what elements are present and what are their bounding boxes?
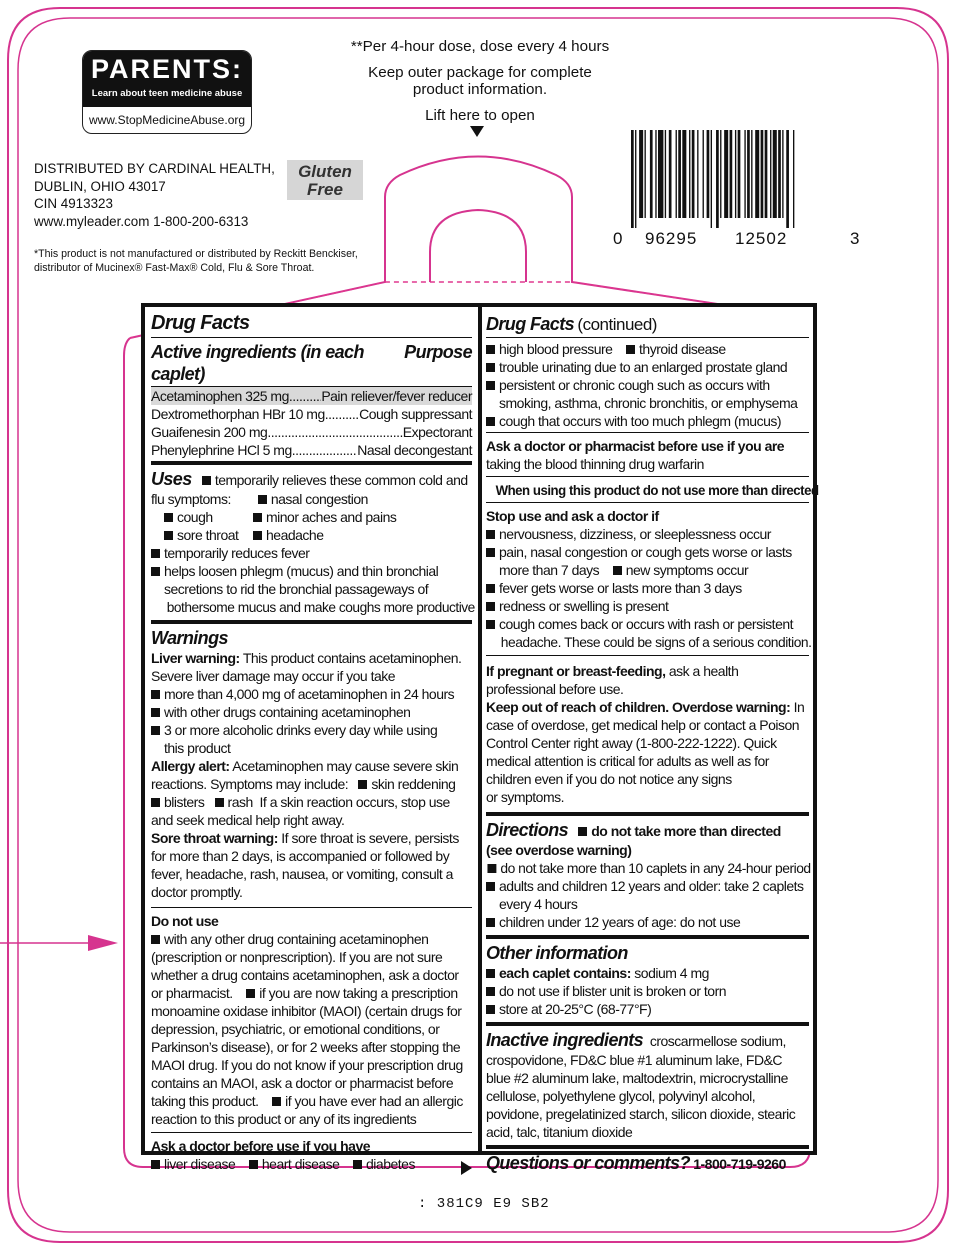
symptom: nasal congestion <box>270 491 368 507</box>
drug-facts-panel <box>141 303 819 1173</box>
do-not-use-heading: Do not use <box>151 913 219 929</box>
stop-item: more than 7 days <box>499 562 600 578</box>
barcode-bar <box>720 130 721 218</box>
barcode-digit: 0 <box>613 229 624 248</box>
uses-item: secretions to rid the bronchial passageways of <box>164 581 429 597</box>
bullet-icon <box>215 798 224 807</box>
warnings-heading: Warnings <box>151 628 228 648</box>
directions-item: children under 12 years of age: do not use <box>499 914 741 930</box>
bullet-icon <box>353 1160 362 1169</box>
inactive-text: acid, talc, titanium dioxide <box>486 1124 633 1140</box>
overdose-text: In <box>793 699 805 715</box>
questions-section <box>486 1149 809 1174</box>
barcode-bar <box>716 130 719 228</box>
distributor-info <box>34 160 275 230</box>
barcode-bar <box>778 130 781 218</box>
barcode-bar <box>650 130 653 218</box>
bullet-icon <box>151 567 160 576</box>
ingredient-purpose: Nasal decongestant <box>357 442 472 458</box>
ingredient-row <box>151 405 472 423</box>
condition: cough that occurs with too much phlegm (mucus) <box>499 413 782 429</box>
uses-heading: Uses <box>151 469 192 489</box>
bullet-icon <box>486 620 495 629</box>
sore-throat-text: for more than 2 days, is accompanied or followed by <box>151 848 450 864</box>
bullet-icon <box>486 882 495 891</box>
allergy-text: Acetaminophen may cause severe skin <box>232 758 459 774</box>
warnings-section <box>151 624 472 908</box>
bullet-icon <box>151 726 160 735</box>
drug-facts-continued-title: Drug Facts <box>486 314 575 334</box>
barcode-bar <box>735 130 736 218</box>
bullet-icon <box>253 531 262 540</box>
barcode-bar <box>730 130 733 218</box>
do-not-use-text: MAOI drug. If you do not know if your prescription drug <box>151 1057 463 1073</box>
barcode-bar <box>761 130 764 218</box>
allergy-label: Allergy alert: <box>151 758 230 774</box>
liver-warning-label: Liver warning: <box>151 650 240 666</box>
parents-url[interactable]: www.StopMedicineAbuse.org <box>88 113 246 127</box>
symptom: sore throat <box>177 527 239 543</box>
overdose-text: medical attention is critical for adults as well as for <box>486 753 769 769</box>
condition: heart disease <box>261 1156 340 1172</box>
stop-item: new symptoms occur <box>625 562 749 578</box>
dose-note: **Per 4-hour dose, dose every 4 hours <box>350 38 610 55</box>
lift-note[interactable]: Lift here to open <box>425 106 535 124</box>
parents-logo <box>82 50 252 134</box>
barcode-bar <box>724 130 728 218</box>
distributor-line: DUBLIN, OHIO 43017 <box>34 178 166 194</box>
bullet-icon <box>253 513 262 522</box>
condition: thyroid disease <box>639 341 726 357</box>
barcode-bar <box>631 130 634 228</box>
directions-heading: Directions <box>486 820 569 840</box>
conditions-list <box>486 338 809 433</box>
overdose-text: or symptoms. <box>486 789 565 805</box>
inactive-ingredients-section <box>486 1026 809 1149</box>
lift-tab <box>430 210 526 282</box>
do-not-use-text: Parkinson’s disease), or for 2 weeks after stopping the <box>151 1039 461 1055</box>
bullet-icon <box>487 864 496 873</box>
other-item: store at 20-25°C (68-77°F) <box>499 1001 652 1017</box>
warfarin-section <box>486 433 809 477</box>
stop-use-section <box>486 503 812 656</box>
condition: liver disease <box>164 1156 236 1172</box>
bullet-icon <box>151 798 160 807</box>
uses-intro: temporarily relieves these common cold and <box>214 472 468 488</box>
barcode-bar <box>765 130 768 218</box>
other-information-heading: Other information <box>486 943 628 963</box>
do-not-use-text: reaction to this product or any of its ingredients <box>151 1111 417 1127</box>
questions-phone[interactable]: 1-800-719-9260 <box>693 1156 786 1172</box>
stop-item: headache. These could be signs of a serious condition. <box>500 634 812 650</box>
bullet-icon <box>486 584 495 593</box>
disclaimer-line: distributor of Mucinex® Fast-Max® Cold, Flu & Sore Throat. <box>34 262 315 274</box>
barcode-bar <box>707 130 710 218</box>
do-not-use-text: if you have ever had an allergic <box>285 1093 463 1109</box>
do-not-use-text: whether a drug contains acetaminophen, ask a doctor <box>151 967 459 983</box>
bullet-icon <box>486 381 495 390</box>
drug-facts-title: Drug Facts <box>151 312 250 334</box>
sore-throat-text: fever, headache, rash, nausea, or vomiting, consult a <box>151 866 453 882</box>
condition: persistent or chronic cough such as occurs with <box>499 377 770 393</box>
ingredient-name: Guaifenesin 200 mg <box>151 424 268 440</box>
directions-item: adults and children 12 years and older: take 2 caplets <box>499 878 804 894</box>
uses-item: helps loosen phlegm (mucus) and thin bronchial <box>164 563 439 579</box>
allergy-item: blisters <box>164 794 205 810</box>
overdose-label: Keep out of reach of children. Overdose warning: <box>486 699 791 715</box>
barcode-bar <box>751 130 752 218</box>
ingredient-row <box>151 387 472 405</box>
condition: diabetes <box>366 1156 415 1172</box>
stop-item: nervousness, dizziness, or sleeplessness occur <box>499 526 771 542</box>
bullet-icon <box>486 969 495 978</box>
package-note: Keep outer package for complete <box>368 63 592 81</box>
liver-warning-text: This product contains acetaminophen. <box>242 650 462 666</box>
continue-arrow-icon <box>461 1161 472 1175</box>
stop-item: fever gets worse or lasts more than 3 days <box>499 580 742 596</box>
sore-throat-label: Sore throat warning: <box>151 830 278 846</box>
bullet-icon <box>486 602 495 611</box>
barcode-bar <box>682 130 686 218</box>
do-not-use-text: taking this product. <box>151 1093 259 1109</box>
directions-item: (see overdose warning) <box>486 842 632 858</box>
barcode-bar <box>692 130 695 218</box>
symptom: cough <box>177 509 213 525</box>
bullet-icon <box>164 531 173 540</box>
sore-throat-text: doctor promptly. <box>151 884 243 900</box>
ingredient-purpose: Cough suppressant <box>359 406 472 422</box>
purpose-header: Purpose <box>404 342 472 362</box>
distributor-line: DISTRIBUTED BY CARDINAL HEALTH, <box>34 161 275 176</box>
drug-facts-right-column <box>486 309 819 1173</box>
bullet-icon <box>486 548 495 557</box>
allergy-item: rash <box>227 794 253 810</box>
caplet-value: sodium 4 mg <box>634 965 709 981</box>
barcode-bar <box>676 130 677 218</box>
barcode-bar <box>669 130 672 218</box>
liver-item: with other drugs containing acetaminophen <box>164 704 411 720</box>
bullet-icon <box>151 1160 160 1169</box>
pregnant-text: ask a health <box>668 663 739 679</box>
barcode-digit: 3 <box>850 229 861 248</box>
condition: high blood pressure <box>499 341 613 357</box>
bullet-icon <box>486 530 495 539</box>
bullet-icon <box>486 417 495 426</box>
sore-throat-text: If sore throat is severe, persists <box>281 830 459 846</box>
barcode-bar <box>645 130 646 218</box>
ingredient-name: Acetaminophen 325 mg <box>151 388 289 404</box>
overdose-text: case of overdose, get medical help or contact a Poison <box>486 717 800 733</box>
bullet-icon <box>151 708 160 717</box>
barcode-bar <box>782 130 783 218</box>
package-note: product information. <box>412 81 548 98</box>
barcode-bar <box>689 130 690 218</box>
distributor-line: CIN 4913323 <box>34 196 113 211</box>
bullet-icon <box>258 495 267 504</box>
package-notes <box>320 38 640 124</box>
barcode-bar <box>786 130 789 228</box>
when-using-heading: When using this product do not use more than directed <box>495 482 819 498</box>
ask-doctor-section <box>151 1133 472 1173</box>
stop-item: cough comes back or occurs with rash or persistent <box>499 616 794 632</box>
parents-title: PARENTS: <box>90 54 243 84</box>
caplet-label: each caplet contains: <box>499 965 631 981</box>
directions-section <box>486 816 809 939</box>
allergy-text: reactions. Symptoms may include: <box>151 776 349 792</box>
symptom: minor aches and pains <box>266 509 397 525</box>
bullet-icon <box>164 513 173 522</box>
warfarin-heading: Ask a doctor or pharmacist before use if you are <box>486 438 785 454</box>
directions-item: every 4 hours <box>499 896 578 912</box>
ingredient-purpose: Expectorant <box>402 424 472 440</box>
ask-doctor-heading: Ask a doctor before use if you have <box>151 1138 371 1154</box>
bullet-icon <box>486 918 495 927</box>
bullet-icon <box>151 935 160 944</box>
barcode-bar <box>665 130 666 218</box>
bullet-icon <box>151 690 160 699</box>
inactive-text: crospovidone, FD&C blue #1 aluminum lake, FD&C <box>486 1052 783 1068</box>
ingredient-name: Dextromethorphan HBr 10 mg <box>151 406 325 422</box>
warfarin-text: taking the blood thinning drug warfarin <box>486 456 704 472</box>
bullet-icon <box>151 549 160 558</box>
bullet-icon <box>358 780 367 789</box>
bullet-icon <box>246 989 255 998</box>
parents-subtitle: Learn about teen medicine abuse <box>91 88 243 99</box>
inactive-text: povidone, pregelatinized starch, silicon dioxide, stearic <box>486 1106 796 1122</box>
liver-item: this product <box>164 740 231 756</box>
do-not-use-text: depression, psychiatric, or emotional conditions, or <box>151 1021 440 1037</box>
pregnant-text: professional before use. <box>486 681 624 697</box>
barcode-bar <box>635 130 636 228</box>
gluten-free-badge <box>287 160 363 200</box>
disclaimer <box>34 247 374 275</box>
bullet-icon <box>626 345 635 354</box>
overdose-text: children even if you do not notice any signs <box>486 771 732 787</box>
liver-warning-text: Severe liver damage may occur if you take <box>151 668 396 684</box>
disclaimer-line: *This product is not manufactured or distributed by Reckitt Benckiser, <box>34 248 358 260</box>
uses-item: bothersome mucus and make coughs more productive <box>166 599 475 615</box>
ingredient-row <box>151 423 472 441</box>
pregnancy-overdose-section <box>486 656 809 816</box>
uses-item: temporarily reduces fever <box>164 545 310 561</box>
inactive-text: blue #2 aluminum lake, maltodextrin, microcrystalline <box>486 1070 788 1086</box>
footer-code: : 381C9 E9 SB2 <box>418 1196 550 1212</box>
do-not-use-text: with any other drug containing acetaminophen <box>164 931 429 947</box>
do-not-use-text: if you are now taking a prescription <box>259 985 458 1001</box>
do-not-use-text: monoamine oxidase inhibitor (MAOI) (certain drugs for <box>151 1003 462 1019</box>
barcode-bar <box>655 130 656 218</box>
stop-item: pain, nasal congestion or cough gets worse or lasts <box>499 544 792 560</box>
barcode-bar <box>755 130 759 218</box>
directions-item: do not take more than directed <box>591 823 781 839</box>
continued-suffix: (continued) <box>577 315 657 334</box>
condition: smoking, asthma, chronic bronchitis, or emphysema <box>499 395 798 411</box>
other-item: do not use if blister unit is broken or torn <box>499 983 727 999</box>
do-not-use-text: contains an MAOI, ask a doctor or pharmacist before <box>151 1075 454 1091</box>
barcode-bar <box>711 130 712 228</box>
condition: trouble urinating due to an enlarged prostate gland <box>499 359 788 375</box>
bullet-icon <box>486 363 495 372</box>
symptom: headache <box>266 527 324 543</box>
inactive-ingredients-heading: Inactive ingredients <box>486 1030 644 1050</box>
do-not-use-section <box>151 908 472 1133</box>
stop-use-heading: Stop use and ask a doctor if <box>486 508 659 524</box>
do-not-use-text: or pharmacist. <box>151 985 233 1001</box>
overdose-text: Control Center right away (1-800-222-1222). Quick <box>486 735 777 751</box>
gluten-word: Gluten <box>298 162 352 181</box>
barcode-bar <box>658 130 663 218</box>
bullet-icon <box>578 827 587 836</box>
ingredient-purpose: Pain reliever/fever reducer <box>321 388 472 404</box>
bullet-icon <box>486 987 495 996</box>
pregnant-label: If pregnant or breast-feeding, <box>486 663 666 679</box>
drug-facts-left-column <box>151 309 475 1172</box>
inactive-text: cellulose, polyethylene glycol, polyvinyl alcohol, <box>486 1088 756 1104</box>
active-ingredients-header: Active ingredients (in each caplet) <box>151 342 364 384</box>
barcode-bar <box>744 130 745 218</box>
inactive-text: croscarmellose sodium, <box>649 1033 786 1049</box>
other-information-section <box>486 939 809 1026</box>
allergy-text: and seek medical help right away. <box>151 812 345 828</box>
barcode-bar <box>697 130 698 218</box>
bullet-icon <box>272 1097 281 1106</box>
barcode-bar <box>773 130 777 218</box>
free-word: Free <box>307 180 343 199</box>
barcode-bar <box>770 130 771 218</box>
column-divider <box>478 307 482 1151</box>
bullet-icon <box>202 476 211 485</box>
barcode-digit: 12502 <box>735 229 788 248</box>
bullet-icon <box>613 566 622 575</box>
ingredient-row <box>151 441 472 459</box>
barcode-bar <box>639 130 643 218</box>
questions-label: Questions or comments? <box>486 1153 690 1173</box>
bullet-icon <box>486 345 495 354</box>
stop-item: redness or swelling is present <box>499 598 669 614</box>
arrow-head-icon <box>88 935 118 951</box>
uses-section <box>151 465 475 624</box>
barcode-bar <box>678 130 681 218</box>
do-not-use-text: (prescription or nonprescription). If you are not sure <box>151 949 443 965</box>
barcode-digit: 96295 <box>645 229 698 248</box>
allergy-item: skin reddening <box>371 776 456 792</box>
barcode-bar <box>703 130 704 218</box>
bullet-icon <box>486 1005 495 1014</box>
directions-item: do not take more than 10 caplets in any 24-hour period <box>500 860 811 876</box>
liver-item: 3 or more alcoholic drinks every day while using <box>164 722 438 738</box>
barcode-bar <box>738 130 741 218</box>
distributor-line: www.myleader.com 1-800-200-6313 <box>34 213 249 229</box>
ingredient-name: Phenylephrine HCl 5 mg <box>151 442 292 458</box>
allergy-text: If a skin reaction occurs, stop use <box>259 794 450 810</box>
bullet-icon <box>249 1160 258 1169</box>
barcode-bar <box>747 130 750 218</box>
uses-intro: flu symptoms: <box>151 491 231 507</box>
barcode <box>631 130 838 228</box>
liver-item: more than 4,000 mg of acetaminophen in 24 hours <box>164 686 455 702</box>
lift-arrow-icon <box>470 126 484 137</box>
barcode-bar <box>793 130 794 228</box>
